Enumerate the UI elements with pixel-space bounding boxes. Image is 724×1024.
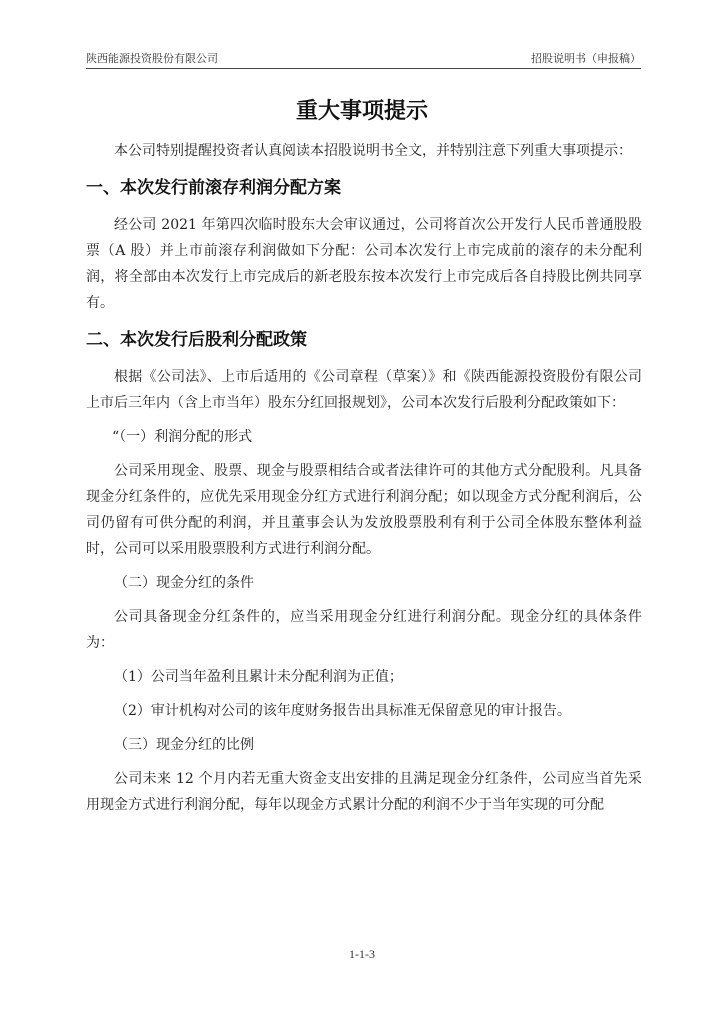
intro-paragraph: 本公司特别提醒投资者认真阅读本招股说明书全文，并特别注意下列重大事项提示： [114,143,632,159]
subheading-cash-dividend-ratio: （三）现金分红的比例 [114,737,254,753]
page-number: 1-1-3 [349,947,375,961]
retained-profit-paragraph: 经公司 2021 年第四次临时股东大会审议通过，公司将首次公开发行人民币普通股股票（A 股）并上市前滚存利润做如下分配：公司本次发行上市完成前的滚存的未分配利润，将全部由本次发行上市完成后的新老股东按本次发行上市完成后各自持股比例共同享有。 [86,217,642,311]
section-heading-dividend-policy: 二、本次发行后股利分配政策 [86,330,307,350]
dividend-policy-intro-paragraph: 根据《公司法》、上市后适用的《公司章程（草案）》和《陕西能源投资股份有限公司上市后三年内（含上市当年）股东分红回报规划》，公司本次发行后股利分配政策如下： [86,369,642,411]
document-body [86,138,642,826]
subheading-cash-dividend-conditions: （二）现金分红的条件 [114,575,254,591]
cash-dividend-conditions-paragraph: 公司具备现金分红条件的，应当采用现金分红进行利润分配。现金分红的具体条件为： [86,609,642,651]
condition-item-2: （2）审计机构对公司的该年度财务报告出具标准无保留意见的审计报告。 [114,703,571,719]
header-document-type: 招股说明书（申报稿） [531,52,641,65]
header-company-name: 陕西能源投资股份有限公司 [86,52,218,65]
condition-item-1: （1）公司当年盈利且累计未分配利润为正值； [114,669,403,685]
subheading-distribution-form: “（一）利润分配的形式 [112,429,253,445]
page-header [86,46,641,69]
section-heading-retained-profit: 一、本次发行前滚存利润分配方案 [86,178,341,198]
distribution-form-paragraph: 公司采用现金、股票、现金与股票相结合或者法律许可的其他方式分配股利。凡具备现金分红条件的，应优先采用现金分红方式进行利润分配；如以现金方式分配利润后，公司仍留有可供分配的利润，并且董事会认为发放股票股利有利于公司全体股东整体利益时，公司可以采用股票股利方式进行利润分配。 [86,463,642,557]
cash-dividend-ratio-paragraph: 公司未来 12 个月内若无重大资金支出安排的且满足现金分红条件，公司应当首先采用现金方式进行利润分配，每年以现金方式累计分配的利润不少于当年实现的可分配 [86,771,642,813]
page-title: 重大事项提示 [295,99,428,124]
